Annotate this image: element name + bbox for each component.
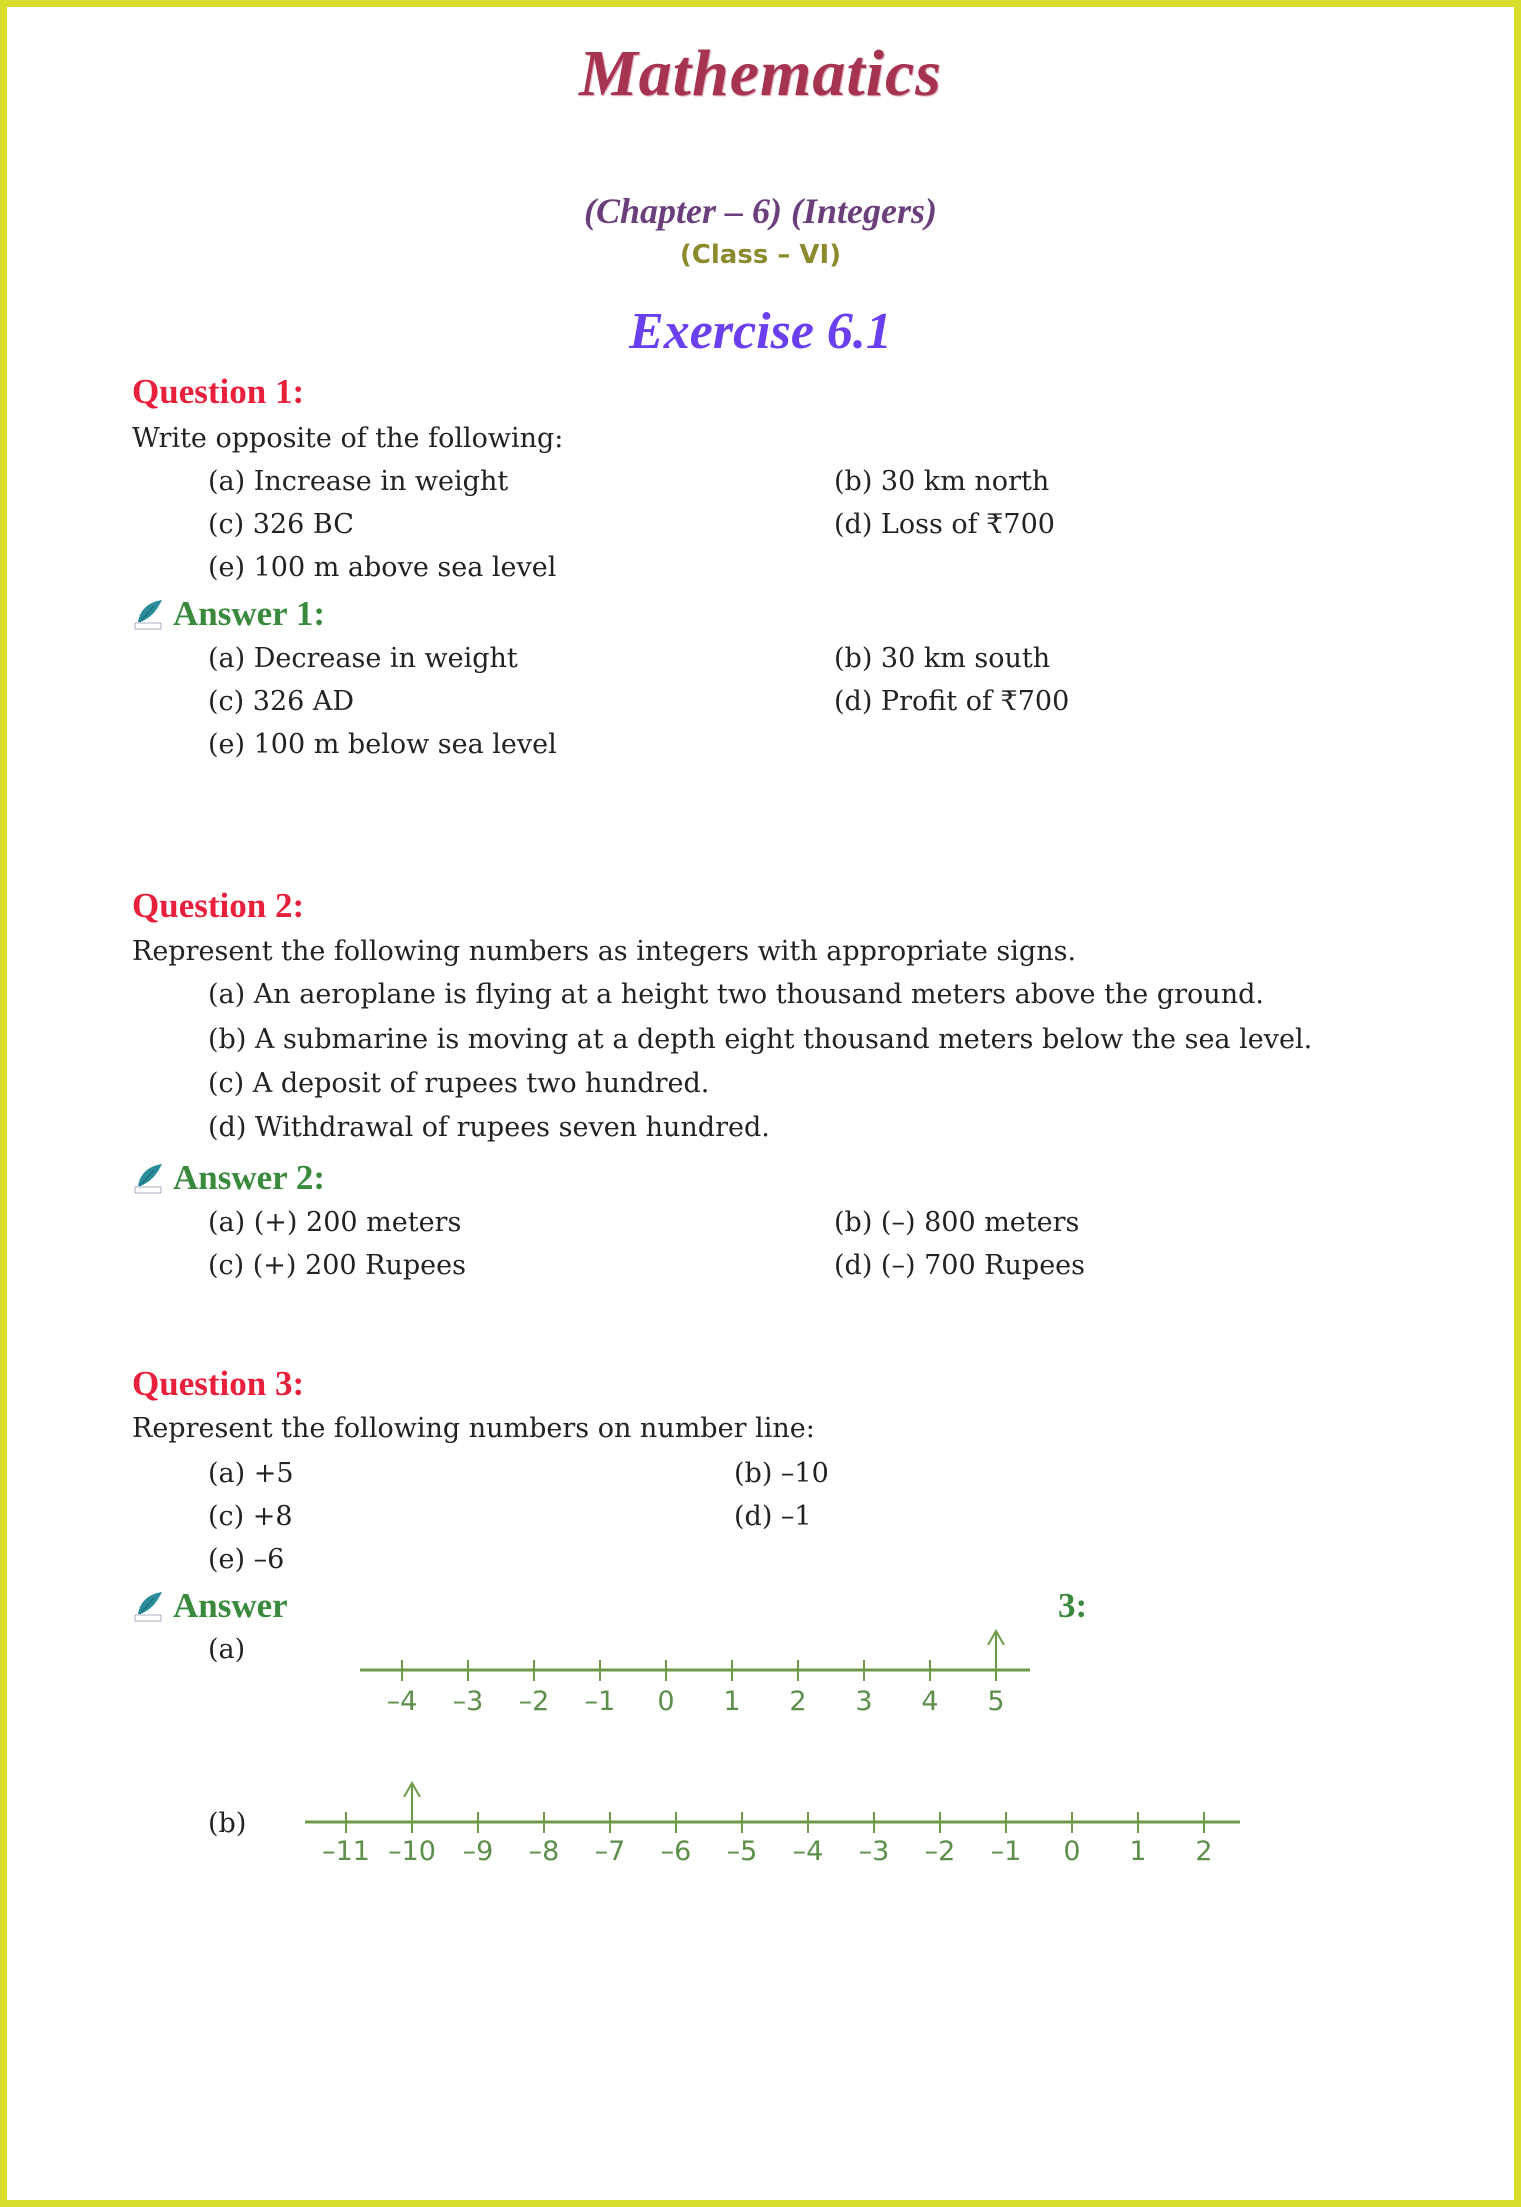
answer-1-item-a: (a) Decrease in weight (208, 643, 518, 674)
question-3-item-b: (b) –10 (734, 1458, 829, 1489)
question-2-item-d: (d) Withdrawal of rupees seven hundred. (208, 1112, 770, 1143)
tick-label-marked: 5 (987, 1686, 1005, 1717)
tick-label: –11 (322, 1836, 370, 1867)
tick-label: –5 (726, 1836, 758, 1867)
page-title: Mathematics (578, 37, 942, 110)
tick-label: –4 (386, 1686, 418, 1717)
question-1-item-e: (e) 100 m above sea level (208, 552, 557, 583)
question-2-prompt: Represent the following numbers as integers with appropriate signs. (132, 936, 1077, 967)
tick-label: –3 (452, 1686, 484, 1717)
question-1-item-c: (c) 326 BC (208, 509, 354, 540)
answer-1-item-e: (e) 100 m below sea level (208, 729, 557, 760)
answer-3-heading: Answer (173, 1586, 288, 1625)
tick-label: –8 (528, 1836, 560, 1867)
tick-label: 3 (855, 1686, 873, 1717)
question-3-item-d: (d) –1 (734, 1501, 812, 1532)
question-3-item-c: (c) +8 (208, 1501, 293, 1532)
question-3-item-a: (a) +5 (208, 1458, 294, 1489)
answer-2-heading: Answer 2: (173, 1158, 325, 1197)
tick-label: –2 (518, 1686, 550, 1717)
question-3-prompt: Represent the following numbers on number line: (132, 1413, 815, 1444)
answer-leaf-icon (134, 1590, 164, 1622)
answer-2-item-b: (b) (–) 800 meters (834, 1207, 1080, 1238)
answer-2-item-c: (c) (+) 200 Rupees (208, 1250, 466, 1281)
question-1-item-b: (b) 30 km north (834, 466, 1050, 497)
number-line-a (360, 1625, 1040, 1685)
answer-leaf-icon (134, 1162, 164, 1194)
question-3-heading: Question 3: (132, 1364, 305, 1403)
question-1-item-a: (a) Increase in weight (208, 466, 509, 497)
tick-label: 4 (921, 1686, 939, 1717)
tick-label: –1 (584, 1686, 616, 1717)
tick-label: 0 (1063, 1836, 1081, 1867)
tick-label: 1 (723, 1686, 741, 1717)
answer-3-part-b-label: (b) (208, 1808, 247, 1839)
answer-leaf-icon (134, 598, 164, 630)
class-heading: (Class – VI) (679, 240, 842, 270)
tick-label: 0 (657, 1686, 675, 1717)
exercise-heading: Exercise 6.1 (629, 303, 892, 360)
question-2-item-c: (c) A deposit of rupees two hundred. (208, 1068, 710, 1099)
question-1-heading: Question 1: (132, 372, 305, 411)
tick-label: –2 (924, 1836, 956, 1867)
question-1-item-d: (d) Loss of ₹700 (834, 509, 1055, 540)
tick-label: 1 (1129, 1836, 1147, 1867)
question-2-heading: Question 2: (132, 886, 305, 925)
question-2-item-b: (b) A submarine is moving at a depth eight thousand meters below the sea level. (208, 1024, 1313, 1055)
answer-2-item-d: (d) (–) 700 Rupees (834, 1250, 1086, 1281)
answer-1-item-d: (d) Profit of ₹700 (834, 686, 1070, 717)
tick-label: –7 (594, 1836, 626, 1867)
tick-label: 2 (1195, 1836, 1213, 1867)
number-line-b (305, 1775, 1245, 1837)
answer-1-item-c: (c) 326 AD (208, 686, 355, 717)
answer-2-item-a: (a) (+) 200 meters (208, 1207, 462, 1238)
tick-label: –9 (462, 1836, 494, 1867)
answer-1-heading: Answer 1: (173, 594, 325, 633)
answer-1-item-b: (b) 30 km south (834, 643, 1051, 674)
answer-3-heading-number: 3: (1058, 1586, 1088, 1625)
tick-label: –1 (990, 1836, 1022, 1867)
tick-label: 2 (789, 1686, 807, 1717)
tick-label: –4 (792, 1836, 824, 1867)
answer-3-part-a-label: (a) (208, 1634, 246, 1665)
chapter-heading: (Chapter – 6) (Integers) (584, 191, 937, 231)
tick-label-marked: –10 (388, 1836, 436, 1867)
tick-label: –6 (660, 1836, 692, 1867)
question-1-prompt: Write opposite of the following: (132, 423, 564, 454)
question-2-item-a: (a) An aeroplane is flying at a height two thousand meters above the ground. (208, 979, 1264, 1010)
tick-label: –3 (858, 1836, 890, 1867)
question-3-item-e: (e) –6 (208, 1544, 285, 1575)
